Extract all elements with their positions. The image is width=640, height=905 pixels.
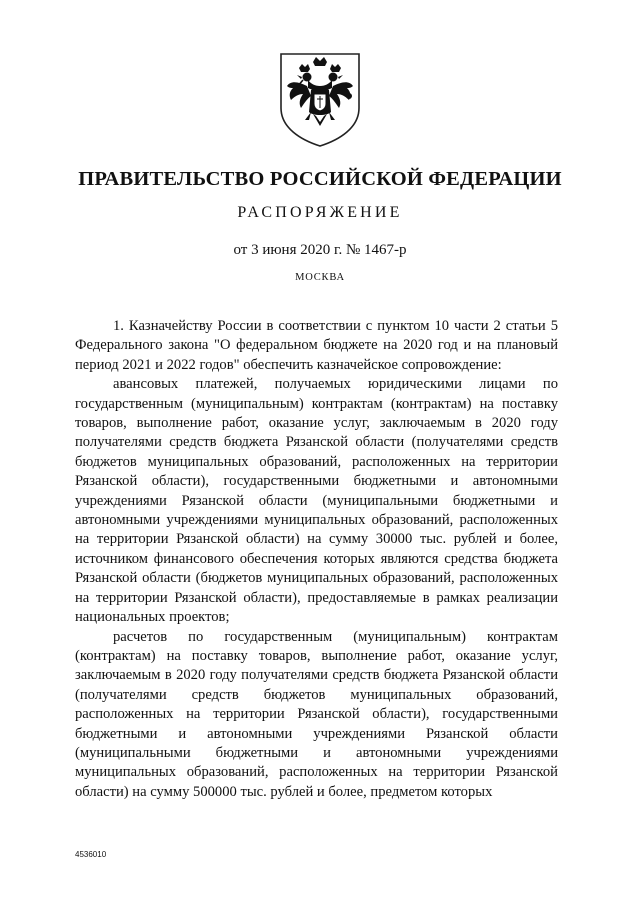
government-title: ПРАВИТЕЛЬСТВО РОССИЙСКОЙ ФЕДЕРАЦИИ (78, 168, 562, 190)
coat-of-arms-emblem-icon (277, 50, 363, 148)
paragraph-2: авансовых платежей, получаемых юридическими лицами по государственным (муниципальным) контрактам (контрактам) на поставку товаров, выполнение работ, оказание услуг, заключаемым в 2020 году получателями средств бюджета Рязанской области (получателями средств бюджетов муниципальных образований, расположенных на территории Рязанской области), государственными бюджетными и автономными учреждениями Рязанской области (муниципальными бюджетными и автономными учреждениями муниципальных образований, расположенных на территории Рязанской области) на сумму 30000 тыс. рублей и более, источником финансового обеспечения которых являются средства бюджета Рязанской области (бюджетов муниципальных образований, расположенных на территории Рязанской области), предоставляемые в рамках реализации национальных проектов; (75, 376, 558, 626)
document-body (75, 317, 558, 802)
paragraph-3: расчетов по государственным (муниципальным) контрактам (контрактам) на поставку товаров, выполнение работ, оказание услуг, заключаемым в 2020 году получателями средств бюджета Рязанской области (получателями средств бюджетов муниципальных образований, расположенных на территории Рязанской области), государственными бюджетными и автономными учреждениями Рязанской области (муниципальными бюджетными и автономными учреждениями муниципальных образований, расположенных на территории Рязанской области) на сумму 500000 тыс. рублей и более, предметом которых (75, 628, 558, 800)
city-name: МОСКВА (295, 272, 345, 283)
document-code: 4536010 (75, 850, 107, 859)
paragraph-1: 1. Казначейству России в соответствии с пунктом 10 части 2 статьи 5 Федерального закона "О федеральном бюджете на 2020 год и на плановый период 2021 и 2022 годов" обеспечить казначейское сопровождение: (75, 318, 558, 373)
document-type: РАСПОРЯЖЕНИЕ (237, 204, 403, 221)
date-and-number: от 3 июня 2020 г. № 1467-р (233, 242, 407, 258)
